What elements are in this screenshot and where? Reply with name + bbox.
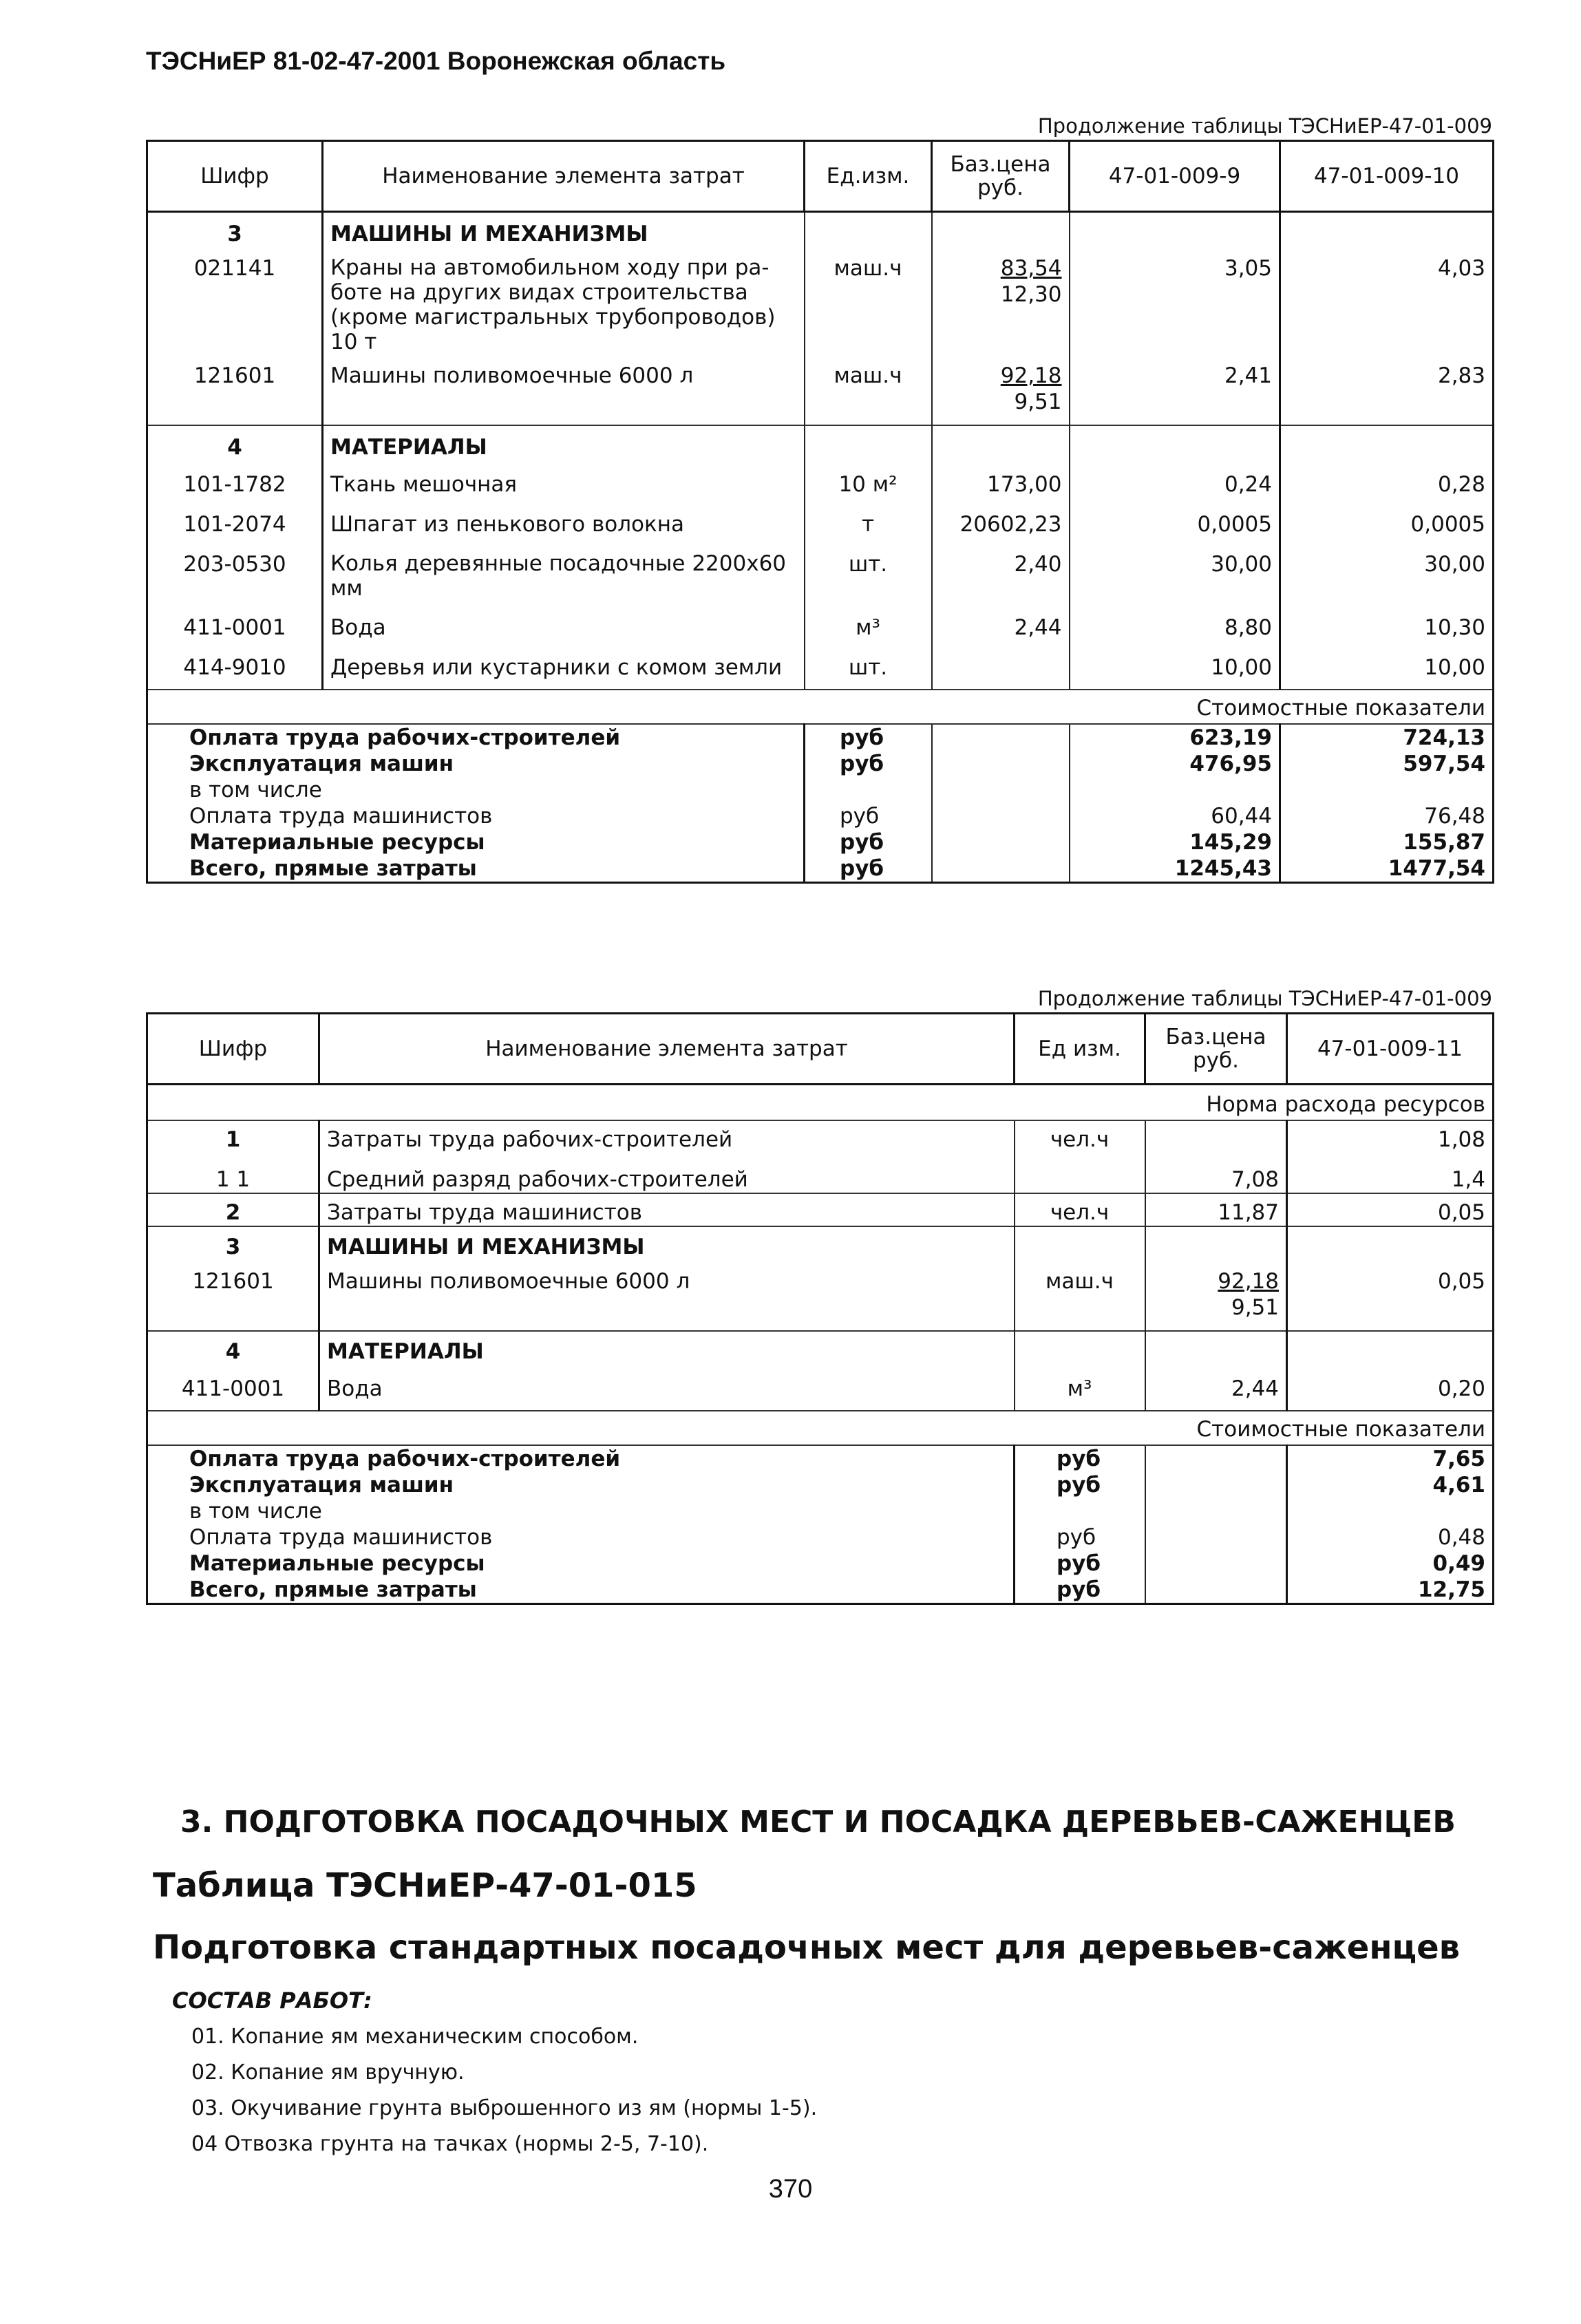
cost-unit: руб: [1015, 1445, 1145, 1472]
cost-label: Эксплуатация машин: [147, 1472, 1015, 1498]
section-title: МАТЕРИАЛЫ: [323, 425, 805, 460]
resource-price: 92,18: [1000, 363, 1062, 388]
resource-name: Машины поливомоечные 6000 л: [319, 1260, 1015, 1331]
resource-unit: т: [805, 498, 932, 537]
resource-name: Вода: [323, 601, 805, 641]
work-item: 03. Окучивание грунта выброшенного из ям (нормы 1-5).: [191, 2096, 818, 2120]
table-name: Таблица ТЭСНиЕР-47-01-015: [153, 1866, 697, 1905]
cost-row: [147, 803, 1494, 829]
col-header-code: Шифр: [147, 1014, 319, 1085]
norm-caption: Норма расхода ресурсов: [147, 1085, 1494, 1121]
section-number: 3: [147, 1226, 319, 1260]
cost-unit: [1015, 1498, 1145, 1524]
resource-name: Машины поливомоечные 6000 л: [323, 354, 805, 425]
table-row: [147, 498, 1494, 537]
table-continuation-caption: Продолжение таблицы ТЭСНиЕР-47-01-009: [1037, 114, 1492, 138]
cost-caption: Стоимостные показатели: [147, 690, 1494, 724]
resource-price: 11,87: [1145, 1193, 1287, 1226]
cost-value-11: 0,49: [1287, 1550, 1494, 1577]
works-title: СОСТАВ РАБОТ:: [172, 1987, 372, 2014]
resource-unit: чел.ч: [1015, 1193, 1145, 1226]
cost-row: [147, 1498, 1494, 1524]
cost-unit: [805, 777, 932, 803]
cost-row: [147, 1472, 1494, 1498]
resource-name: Краны на автомобильном ходу при ра- боте на других видах строительства (кроме магистральных трубопроводов) 10 т: [323, 247, 805, 354]
resource-table-2: [146, 1012, 1494, 1605]
resource-price: 20602,23: [932, 498, 1070, 537]
resource-price: 2,44: [932, 601, 1070, 641]
resource-value-9: 10,00: [1070, 641, 1280, 690]
section-title: МАШИНЫ И МЕХАНИЗМЫ: [323, 212, 805, 248]
col-header-price-line1: Баз.цена: [1165, 1025, 1266, 1049]
table-row: [147, 354, 1494, 425]
resource-name: Ткань мешочная: [323, 460, 805, 498]
section-number: 4: [147, 1331, 319, 1365]
resource-unit: маш.ч: [1015, 1260, 1145, 1331]
resource-price: [932, 641, 1070, 690]
resource-unit: [1015, 1153, 1145, 1193]
table-row: [147, 1153, 1494, 1193]
cost-label: Материальные ресурсы: [147, 829, 805, 855]
resource-value-10: 0,0005: [1280, 498, 1494, 537]
resource-code: 203-0530: [147, 537, 323, 601]
col-header-norm-11: 47-01-009-11: [1287, 1014, 1494, 1085]
cost-value-9: 476,95: [1070, 751, 1280, 777]
work-item: 01. Копание ям механическим способом.: [191, 2025, 639, 2049]
resource-price: [1145, 1120, 1287, 1153]
cost-value-9: 145,29: [1070, 829, 1280, 855]
section-row-machines: [147, 212, 1494, 248]
work-item: 02. Копание ям вручную.: [191, 2060, 465, 2085]
table-subtitle: Подготовка стандартных посадочных мест для деревьев-саженцев: [153, 1928, 1461, 1967]
cost-label: Оплата труда рабочих-строителей: [147, 1445, 1015, 1472]
cost-unit: руб: [1015, 1577, 1145, 1604]
resource-value-10: 10,30: [1280, 601, 1494, 641]
page-number: 370: [768, 2175, 813, 2204]
section-number: 4: [147, 425, 323, 460]
resource-value-11: 1,4: [1287, 1153, 1494, 1193]
resource-value-9: 8,80: [1070, 601, 1280, 641]
resource-value-9: 0,0005: [1070, 498, 1280, 537]
resource-code: 1: [147, 1120, 319, 1153]
section-heading: 3. ПОДГОТОВКА ПОСАДОЧНЫХ МЕСТ И ПОСАДКА ДЕРЕВЬЕВ-САЖЕНЦЕВ: [180, 1804, 1456, 1840]
cost-value-9: 623,19: [1070, 724, 1280, 751]
resource-name: Вода: [319, 1365, 1015, 1411]
table-row: [147, 247, 1494, 354]
resource-code: 121601: [147, 1260, 319, 1331]
cost-caption: Стоимостные показатели: [147, 1411, 1494, 1445]
resource-value-11: 0,05: [1287, 1260, 1494, 1331]
cost-unit: руб: [1015, 1550, 1145, 1577]
cost-value-11: 12,75: [1287, 1577, 1494, 1604]
col-header-name: Наименование элемента затрат: [319, 1014, 1015, 1085]
cost-label: Оплата труда рабочих-строителей: [147, 724, 805, 751]
cost-unit: руб: [805, 803, 932, 829]
cost-value-9: 60,44: [1070, 803, 1280, 829]
col-header-unit: Ед изм.: [1015, 1014, 1145, 1085]
resource-code: 1 1: [147, 1153, 319, 1193]
resource-price-wage: 9,51: [1014, 390, 1062, 414]
cost-value-9: [1070, 777, 1280, 803]
col-header-price-line2: руб.: [1193, 1048, 1239, 1073]
cost-unit: руб: [1015, 1472, 1145, 1498]
cost-row: [147, 1524, 1494, 1550]
cost-value-10: 597,54: [1280, 751, 1494, 777]
cost-row: [147, 751, 1494, 777]
section-title: МАШИНЫ И МЕХАНИЗМЫ: [319, 1226, 1015, 1260]
cost-unit: руб: [805, 855, 932, 883]
cost-value-11: 4,61: [1287, 1472, 1494, 1498]
cost-value-10: 724,13: [1280, 724, 1494, 751]
resource-unit: м³: [1015, 1365, 1145, 1411]
col-header-price-line2: руб.: [977, 175, 1023, 200]
cost-label: в том числе: [147, 1498, 1015, 1524]
cost-row: [147, 724, 1494, 751]
resource-code: 411-0001: [147, 601, 323, 641]
col-header-norm-9: 47-01-009-9: [1070, 141, 1280, 212]
resource-value-10: 2,83: [1280, 354, 1494, 425]
col-header-code: Шифр: [147, 141, 323, 212]
resource-code: 414-9010: [147, 641, 323, 690]
document-header: ТЭСНиЕР 81-02-47-2001 Воронежская область: [146, 47, 726, 75]
resource-code: 101-1782: [147, 460, 323, 498]
cost-row: [147, 1550, 1494, 1577]
cost-label: в том числе: [147, 777, 805, 803]
table-row: [147, 641, 1494, 690]
resource-name: Затраты труда рабочих-строителей: [319, 1120, 1015, 1153]
resource-name: Деревья или кустарники с комом земли: [323, 641, 805, 690]
resource-code: 101-2074: [147, 498, 323, 537]
table-row: [147, 537, 1494, 601]
cost-row: [147, 1445, 1494, 1472]
table-row: [147, 1260, 1494, 1331]
resource-value-10: 10,00: [1280, 641, 1494, 690]
table-row: [147, 1365, 1494, 1411]
cost-caption-row: [147, 690, 1494, 724]
table-row: [147, 601, 1494, 641]
resource-table-1: [146, 140, 1494, 884]
resource-name: Колья деревянные посадочные 2200х60 мм: [323, 537, 805, 601]
resource-code: 121601: [147, 354, 323, 425]
cost-value-11: 0,48: [1287, 1524, 1494, 1550]
cost-value-10: 76,48: [1280, 803, 1494, 829]
resource-unit: шт.: [805, 641, 932, 690]
resource-value-9: 2,41: [1070, 354, 1280, 425]
resource-value-9: 3,05: [1070, 247, 1280, 354]
cost-value-10: 155,87: [1280, 829, 1494, 855]
resource-unit: 10 м²: [805, 460, 932, 498]
norm-caption-row: [147, 1085, 1494, 1121]
cost-value-9: 1245,43: [1070, 855, 1280, 883]
table-row: [147, 460, 1494, 498]
col-header-norm-10: 47-01-009-10: [1280, 141, 1494, 212]
resource-value-10: 30,00: [1280, 537, 1494, 601]
resource-price: 2,44: [1145, 1365, 1287, 1411]
resource-code: 021141: [147, 247, 323, 354]
col-header-price-line1: Баз.цена: [950, 152, 1051, 177]
cost-caption-row: [147, 1411, 1494, 1445]
work-item: 04 Отвозка грунта на тачках (нормы 2-5, 7-10).: [191, 2132, 709, 2156]
resource-value-10: 0,28: [1280, 460, 1494, 498]
resource-value-11: 0,05: [1287, 1193, 1494, 1226]
resource-price: 83,54: [1000, 256, 1062, 281]
cost-label: Всего, прямые затраты: [147, 855, 805, 883]
resource-code: 411-0001: [147, 1365, 319, 1411]
section-title: МАТЕРИАЛЫ: [319, 1331, 1015, 1365]
resource-unit: шт.: [805, 537, 932, 601]
col-header-price: [932, 141, 1070, 212]
resource-value-11: 0,20: [1287, 1365, 1494, 1411]
cost-value-10: 1477,54: [1280, 855, 1494, 883]
resource-value-9: 0,24: [1070, 460, 1280, 498]
table-row: [147, 1120, 1494, 1153]
resource-value-9: 30,00: [1070, 537, 1280, 601]
resource-unit: маш.ч: [805, 354, 932, 425]
cost-value-11: [1287, 1498, 1494, 1524]
table-row: [147, 1193, 1494, 1226]
resource-value-10: 4,03: [1280, 247, 1494, 354]
cost-unit: руб: [805, 829, 932, 855]
col-header-price: [1145, 1014, 1287, 1085]
resource-price-wage: 12,30: [1000, 282, 1062, 307]
cost-row: [147, 829, 1494, 855]
resource-unit: чел.ч: [1015, 1120, 1145, 1153]
resource-name: Затраты труда машинистов: [319, 1193, 1015, 1226]
cost-label: Эксплуатация машин: [147, 751, 805, 777]
resource-price: 2,40: [932, 537, 1070, 601]
table-continuation-caption: Продолжение таблицы ТЭСНиЕР-47-01-009: [1037, 987, 1492, 1010]
cost-value-10: [1280, 777, 1494, 803]
cost-unit: руб: [805, 751, 932, 777]
resource-price: 92,18: [1218, 1269, 1279, 1294]
resource-price: 7,08: [1145, 1153, 1287, 1193]
cost-label: Оплата труда машинистов: [147, 1524, 1015, 1550]
cost-unit: руб: [1015, 1524, 1145, 1550]
resource-value-11: 1,08: [1287, 1120, 1494, 1153]
section-row-materials: [147, 1331, 1494, 1365]
cost-unit: руб: [805, 724, 932, 751]
cost-row: [147, 1577, 1494, 1604]
cost-label: Всего, прямые затраты: [147, 1577, 1015, 1604]
cost-row: [147, 777, 1494, 803]
resource-name: Средний разряд рабочих-строителей: [319, 1153, 1015, 1193]
col-header-name: Наименование элемента затрат: [323, 141, 805, 212]
cost-label: Материальные ресурсы: [147, 1550, 1015, 1577]
resource-code: 2: [147, 1193, 319, 1226]
resource-price-wage: 9,51: [1231, 1295, 1279, 1320]
resource-unit: м³: [805, 601, 932, 641]
resource-name: Шпагат из пенькового волокна: [323, 498, 805, 537]
resource-unit: маш.ч: [805, 247, 932, 354]
col-header-unit: Ед.изм.: [805, 141, 932, 212]
section-row-machines: [147, 1226, 1494, 1260]
cost-label: Оплата труда машинистов: [147, 803, 805, 829]
section-row-materials: [147, 425, 1494, 460]
section-number: 3: [147, 212, 323, 248]
cost-value-11: 7,65: [1287, 1445, 1494, 1472]
cost-row: [147, 855, 1494, 883]
resource-price: 173,00: [932, 460, 1070, 498]
